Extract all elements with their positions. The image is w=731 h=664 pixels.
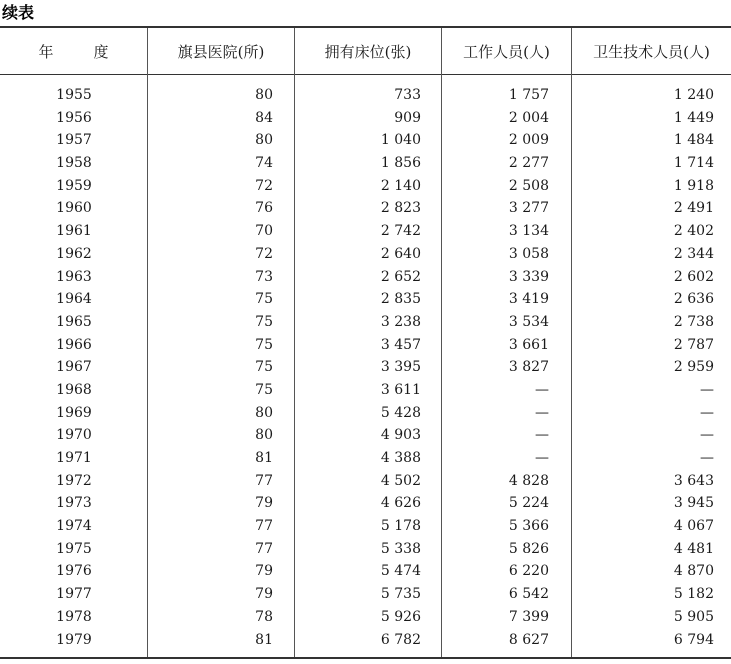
cell-staff: 6 220 [508,563,549,580]
cell-year: 1969 [56,404,92,421]
cell-hospitals: 77 [255,472,273,489]
header-year [0,28,147,74]
cell-year: 1957 [56,132,92,149]
cell-staff: 2 277 [508,155,549,172]
cell-tech-staff: — [700,450,714,466]
cell-tech-staff: 3 945 [673,495,714,512]
cell-staff: 3 134 [508,223,549,240]
cell-staff: 3 534 [508,313,549,330]
cell-year: 1976 [56,563,92,580]
cell-staff: 5 224 [508,495,549,512]
table-row [0,606,731,629]
cell-tech-staff: 6 794 [673,631,714,648]
cell-staff: 2 004 [508,109,549,126]
cell-hospitals: 72 [255,177,273,194]
cell-tech-staff: — [700,404,714,421]
cell-hospitals: 72 [255,245,273,262]
cell-tech-staff: 1 449 [673,109,714,126]
cell-staff: 3 058 [508,245,549,262]
cell-year: 1955 [56,87,92,103]
cell-beds: 5 178 [380,518,421,535]
header-staff: 工作人员(人) [463,42,550,61]
cell-staff: 3 419 [508,291,549,308]
cell-beds: 5 474 [380,563,421,580]
cell-hospitals: 80 [255,427,273,444]
table-row [0,197,731,220]
cell-tech-staff: 2 738 [673,313,714,330]
cell-hospitals: 80 [255,404,273,421]
cell-tech-staff: 1 484 [673,132,714,149]
cell-beds: 909 [394,109,421,126]
cell-beds: 4 626 [380,495,421,512]
cell-beds: 3 238 [380,313,421,330]
cell-beds: 2 823 [380,200,421,217]
cell-tech-staff: 4 870 [673,563,714,580]
cell-staff: 6 542 [508,586,549,603]
cell-beds: 733 [394,87,421,103]
cell-beds: 3 395 [380,359,421,376]
cell-beds: 2 835 [380,291,421,308]
cell-beds: 4 903 [380,427,421,444]
cell-hospitals: 76 [255,200,273,217]
cell-staff: 2 508 [508,177,549,194]
cell-year: 1956 [56,109,92,126]
table-row [0,515,731,538]
table-row [0,243,731,266]
table-body [0,84,731,651]
header-tech-staff: 卫生技术人员(人) [593,42,710,61]
cell-tech-staff: 2 491 [673,200,714,217]
cell-year: 1964 [56,291,92,308]
header-year-char-2: 度 [93,42,109,61]
cell-beds: 5 428 [380,404,421,421]
table-row [0,560,731,583]
cell-hospitals: 77 [255,540,273,557]
cell-staff: 3 277 [508,200,549,217]
cell-year: 1977 [56,586,92,603]
cell-hospitals: 74 [255,155,273,172]
table-row [0,175,731,198]
cell-beds: 5 735 [380,586,421,603]
cell-hospitals: 79 [255,586,273,603]
cell-year: 1965 [56,313,92,330]
cell-year: 1958 [56,155,92,172]
cell-staff: 1 757 [508,87,549,103]
cell-year: 1978 [56,608,92,625]
cell-staff: — [535,404,549,421]
cell-beds: 5 926 [380,608,421,625]
cell-year: 1975 [56,540,92,557]
cell-year: 1967 [56,359,92,376]
table-row [0,538,731,561]
cell-hospitals: 75 [255,336,273,353]
table-row [0,107,731,130]
cell-year: 1973 [56,495,92,512]
cell-hospitals: 73 [255,268,273,285]
cell-year: 1972 [56,472,92,489]
cell-year: 1970 [56,427,92,444]
cell-hospitals: 80 [255,132,273,149]
cell-staff: — [535,427,549,444]
cell-tech-staff: 2 344 [673,245,714,262]
header-bottom-rule [0,74,731,75]
cell-hospitals: 78 [255,608,273,625]
cell-tech-staff: 4 481 [673,540,714,557]
cell-hospitals: 80 [255,87,273,103]
cell-staff: — [535,450,549,466]
cell-staff: 7 399 [508,608,549,625]
cell-beds: 4 388 [380,450,421,466]
cell-staff: 3 339 [508,268,549,285]
cell-year: 1960 [56,200,92,217]
cell-beds: 2 640 [380,245,421,262]
cell-tech-staff: 3 643 [673,472,714,489]
table-row [0,334,731,357]
cell-staff: 5 366 [508,518,549,535]
cell-tech-staff: 2 636 [673,291,714,308]
cell-hospitals: 75 [255,291,273,308]
cell-year: 1979 [56,631,92,648]
cell-beds: 1 856 [380,155,421,172]
table-row [0,447,731,470]
cell-year: 1966 [56,336,92,353]
cell-beds: 2 742 [380,223,421,240]
cell-staff: 2 009 [508,132,549,149]
cell-beds: 2 140 [380,177,421,194]
cell-year: 1959 [56,177,92,194]
cell-beds: 3 457 [380,336,421,353]
cell-hospitals: 84 [255,109,273,126]
header-hospitals: 旗县医院(所) [177,42,265,61]
cell-staff: — [535,381,549,398]
table-row [0,129,731,152]
cell-tech-staff: 1 714 [673,155,714,172]
table-row [0,266,731,289]
cell-staff: 5 826 [508,540,549,557]
cell-staff: 8 627 [508,631,549,648]
cell-year: 1974 [56,518,92,535]
cell-tech-staff: 2 602 [673,268,714,285]
table-row [0,311,731,334]
header-year-char-1: 年 [38,42,54,61]
cell-beds: 2 652 [380,268,421,285]
table-row [0,220,731,243]
cell-hospitals: 77 [255,518,273,535]
cell-beds: 1 040 [380,132,421,149]
table-row [0,379,731,402]
cell-year: 1971 [56,450,92,466]
cell-tech-staff: 1 240 [673,87,714,103]
cell-staff: 3 827 [508,359,549,376]
table-row [0,356,731,379]
cell-tech-staff: 1 918 [673,177,714,194]
cell-tech-staff: 4 067 [673,518,714,535]
cell-hospitals: 81 [255,631,273,648]
table-row [0,424,731,447]
table-bottom-rule [0,657,731,659]
cell-hospitals: 70 [255,223,273,240]
cell-year: 1963 [56,268,92,285]
table-row [0,288,731,311]
cell-tech-staff: 5 182 [673,586,714,603]
cell-beds: 5 338 [380,540,421,557]
cell-tech-staff: 2 787 [673,336,714,353]
table-row [0,470,731,493]
table-row [0,402,731,425]
cell-staff: 4 828 [508,472,549,489]
cell-hospitals: 81 [255,450,273,466]
cell-tech-staff: 5 905 [673,608,714,625]
cell-hospitals: 75 [255,381,273,398]
table-row [0,152,731,175]
table-row [0,583,731,606]
cell-tech-staff: — [700,381,714,398]
cell-year: 1968 [56,381,92,398]
cell-beds: 3 611 [380,381,421,398]
table-row [0,629,731,652]
cell-hospitals: 79 [255,495,273,512]
cell-tech-staff: 2 959 [673,359,714,376]
table-row [0,84,731,107]
table-caption: 续表 [2,3,35,22]
cell-staff: 3 661 [508,336,549,353]
header-beds: 拥有床位(张) [324,42,412,61]
cell-tech-staff: 2 402 [673,223,714,240]
cell-beds: 6 782 [380,631,421,648]
cell-hospitals: 79 [255,563,273,580]
cell-year: 1962 [56,245,92,262]
cell-hospitals: 75 [255,359,273,376]
cell-hospitals: 75 [255,313,273,330]
cell-beds: 4 502 [380,472,421,489]
table-row [0,492,731,515]
cell-tech-staff: — [700,427,714,444]
cell-year: 1961 [56,223,92,240]
